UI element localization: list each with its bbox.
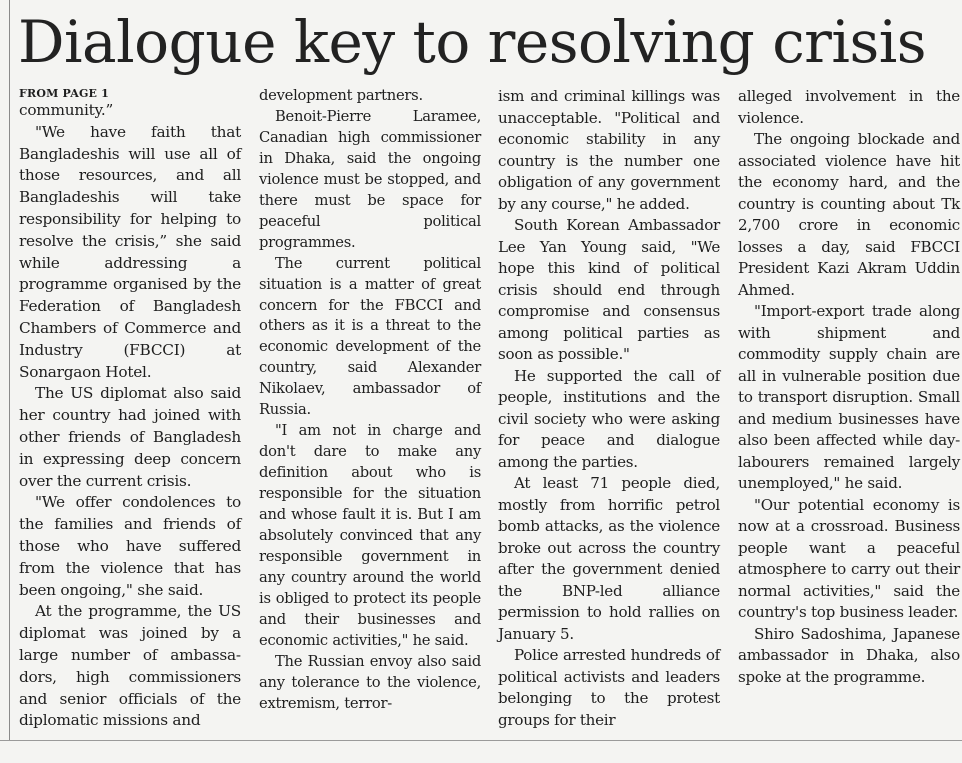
paragraph: ism and criminal killings was unacceptable. "Political and economic stability in any country is the number one obligation of any government by any course," he added. (498, 87, 720, 213)
article-column-3 (498, 86, 720, 731)
paragraph: Benoit-Pierre Laramee, Canadian high commissioner in Dhaka, said the ongoing violence must be stopped, and there must be space for peaceful political programmes. (259, 107, 481, 251)
paragraph: Shiro Sadoshima, Japanese ambassador in Dhaka, also spoke at the programme. (738, 624, 960, 686)
paragraph: alleged involvement in the violence. (738, 87, 960, 127)
paragraph: "We offer condolences to the families and friends of those who have suffered from the violence that has been ongoing," she said. (19, 493, 241, 599)
paragraph: "Our potential economy is now at a crossroad. Business people want a peaceful atmosphere to carry out their normal activities," said the country's top business leader. (738, 495, 960, 622)
article-column-4 (738, 86, 960, 688)
paragraph: "I am not in charge and don't dare to make any definition about who is responsible for the situation and whose fault it is. But I am absolutely convinced that any responsible government in any country around the world is obliged to protect its people and their businesses and economic activities," he said. (259, 422, 481, 649)
paragraph: The ongoing blockade and associated violence have hit the economy hard, and the country is counting about Tk 2,700 crore in economic losses a day, said FBCCI President Kazi Akram Uddin Ahmed. (738, 130, 960, 299)
paragraph: He supported the call of people, institutions and the civil society who were asking for peace and dialogue among the parties. (498, 366, 720, 471)
headline: Dialogue key to resolving crisis (18, 8, 927, 76)
paragraph: "Import-export trade along with shipment and commodity supply chain are all in vulnerable position due to transport disruption. Small and medium businesses have also been affected while day-labourers remained largely unemployed," he said. (738, 302, 960, 493)
paragraph: "We have faith that Bangladeshis will use all of those resources, and all Bangladeshis will take responsibility for helping to resolve the crisis,” she said while addressing a programme organised by the Federation of Bangladesh Chambers of Commerce and Industry (FBCCI) at Sonargaon Hotel. (19, 122, 241, 381)
paragraph: development partners. (259, 87, 423, 104)
paragraph: The current political situation is a matter of great concern for the FBCCI and others as it is a threat to the economic development of the country, said Alexander Nikolaev, ambassador of Russia. (259, 254, 481, 419)
bottom-rule (0, 740, 962, 741)
paragraph: South Korean Ambassador Lee Yan Young said, "We hope this kind of political crisis should end through compromise and consensus among political parties as soon as possible." (498, 216, 720, 364)
paragraph: The US diplomat also said her country had joined with other friends of Bangladesh in expressing deep concern over the current crisis. (19, 384, 241, 490)
paragraph: Police arrested hundreds of political activists and leaders belonging to the protest groups for their (498, 646, 720, 729)
paragraph: At least 71 people died, mostly from horrific petrol bomb attacks, as the violence broke out across the country after the government denied the BNP-led alliance permission to hold rallies on January 5. (498, 474, 720, 643)
article-column-1 (19, 86, 241, 732)
paragraph: community.” (19, 101, 114, 119)
paragraph: At the programme, the US diplomat was joined by a large number of ambassadors, high commissioners and senior officials of the diplomatic missions and (19, 602, 241, 730)
paragraph: The Russian envoy also said any tolerance to the violence, extremism, terror- (259, 652, 481, 712)
article-column-2 (259, 86, 481, 715)
kicker-from-page: FROM PAGE 1 (19, 87, 110, 100)
